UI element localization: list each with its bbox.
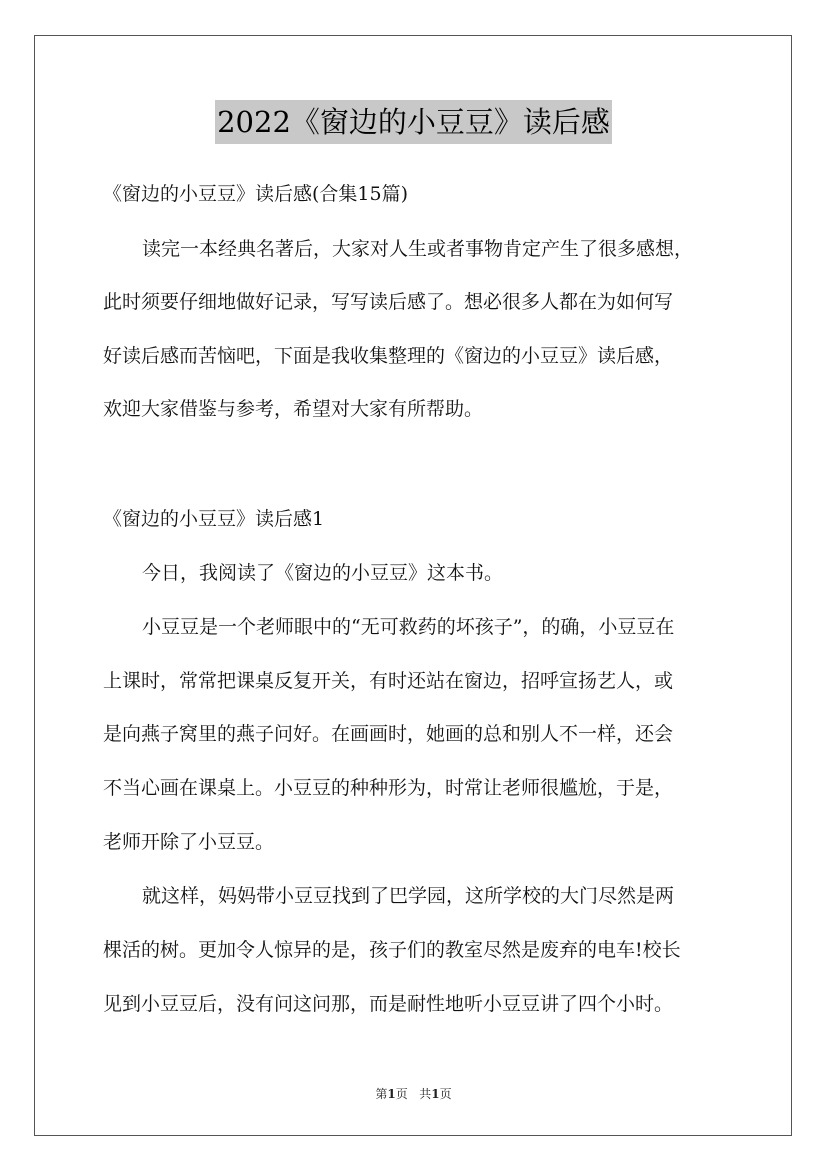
body-line: 上课时，常常把课桌反复开关，有时还站在窗边，招呼宣扬艺人，或 bbox=[103, 670, 674, 692]
intro-line: 欢迎大家借鉴与参考，希望对大家有所帮助。 bbox=[103, 398, 484, 420]
total-suffix: 页 bbox=[439, 1087, 452, 1101]
total-prefix: 共 bbox=[419, 1087, 432, 1101]
body-line: 见到小豆豆后，没有问这问那，而是耐性地听小豆豆讲了四个小时。 bbox=[103, 993, 674, 1015]
intro-line: 此时须要仔细地做好记录，写写读后感了。想必很多人都在为如何写 bbox=[103, 291, 674, 313]
page-prefix: 第 bbox=[375, 1087, 388, 1101]
intro-line: 读完一本经典名著后，大家对人生或者事物肯定产生了很多感想， bbox=[142, 238, 694, 260]
body-line: 不当心画在课桌上。小豆豆的种种形为，时常让老师很尴尬，于是， bbox=[103, 777, 674, 799]
page-suffix: 页 bbox=[395, 1087, 408, 1101]
page-number: 1 bbox=[387, 1087, 396, 1101]
body-line: 小豆豆是一个老师眼中的“无可救药的坏孩子”，的确，小豆豆在 bbox=[142, 616, 675, 638]
document-subtitle: 《窗边的小豆豆》读后感(合集15篇) bbox=[103, 183, 409, 205]
intro-line: 好读后感而苦恼吧，下面是我收集整理的《窗边的小豆豆》读后感， bbox=[103, 345, 674, 367]
body-line: 是向燕子窝里的燕子问好。在画画时，她画的总和别人不一样，还会 bbox=[103, 723, 674, 745]
document-title-wrapper bbox=[0, 100, 827, 144]
body-line: 老师开除了小豆豆。 bbox=[103, 831, 275, 853]
page-footer bbox=[0, 1085, 827, 1102]
body-line: 棵活的树。更加令人惊异的是，孩子们的教室尽然是废弃的电车!校长 bbox=[103, 939, 681, 961]
total-number: 1 bbox=[431, 1087, 440, 1101]
body-line: 就这样，妈妈带小豆豆找到了巴学园，这所学校的大门尽然是两 bbox=[142, 885, 675, 907]
document-title: 2022《窗边的小豆豆》读后感 bbox=[215, 100, 612, 144]
body-line: 今日，我阅读了《窗边的小豆豆》这本书。 bbox=[142, 562, 504, 584]
section-heading: 《窗边的小豆豆》读后感1 bbox=[103, 508, 325, 530]
